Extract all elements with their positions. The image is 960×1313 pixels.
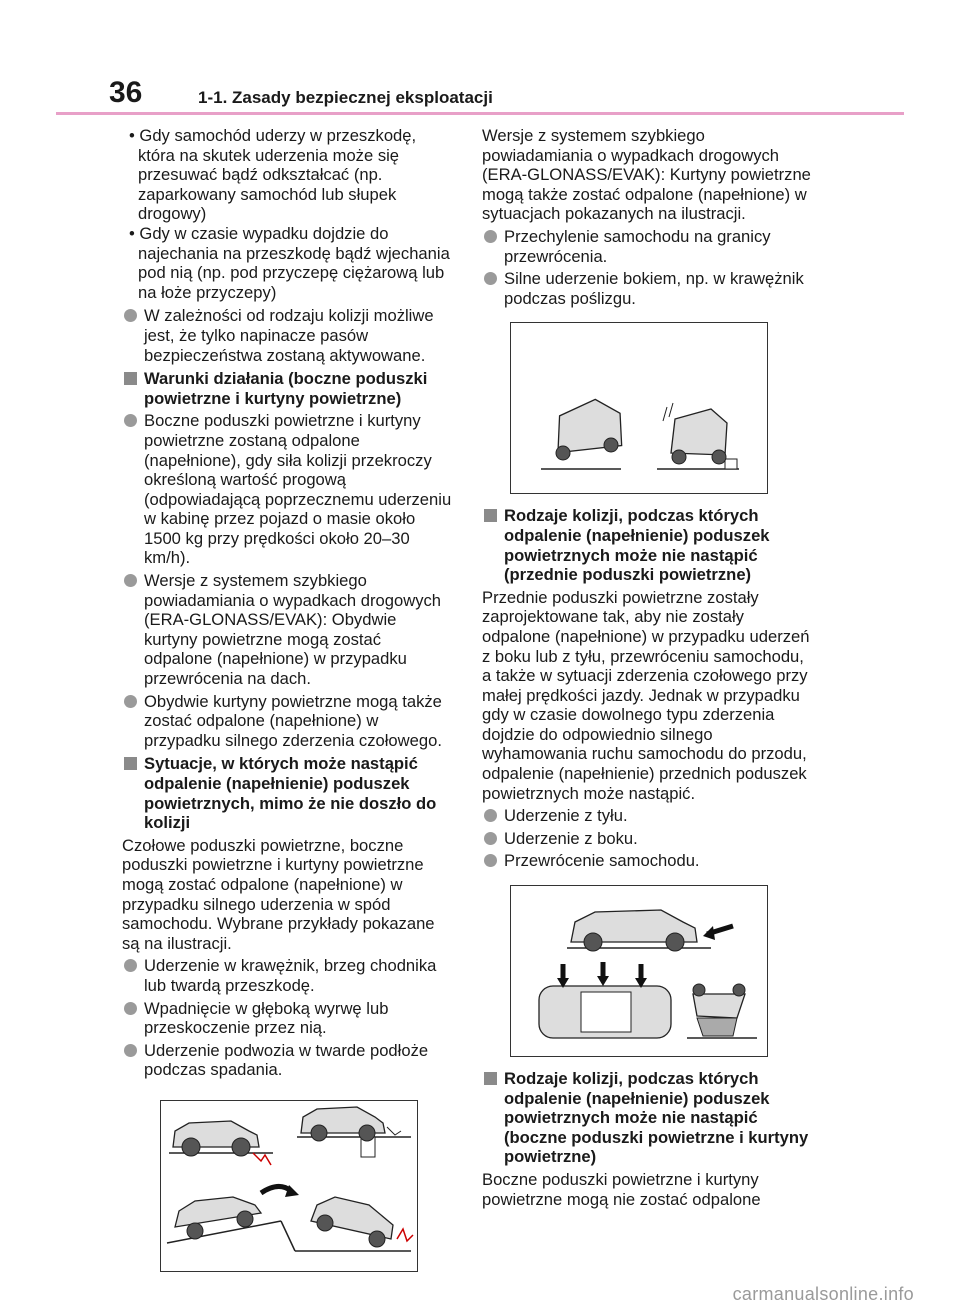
paragraph-situations: Czołowe poduszki powietrzne, boczne poduszki powietrzne i kurtyny powietrzne mogą zostać odpalone (napełnione) w przypadku silnego uderzenia w spód samochodu. Wybrane przykłady pokazane są na ilustracji. xyxy=(122,835,435,953)
bullet-dot-icon xyxy=(484,230,497,243)
bullet-dot-icon xyxy=(484,809,497,822)
bullet-dot-icon xyxy=(124,1044,137,1057)
list-item: Przewrócenie samochodu. xyxy=(482,851,812,871)
car-ramp-icon xyxy=(167,1185,413,1251)
paragraph-front: Przednie poduszki powietrzne zostały zaprojektowane tak, aby nie zostały odpalone (napełnione) w przypadku uderzeń z boku lub z tyłu, przewróceniu samochodu, a także w sytuacji zderzenia czołowego przy małej prędkości jazdy. Jednak w przypadku gdy w czasie dowolnego typu zderzenia dojdzie do odpowiednio silnego wyhamowania ruchu samochodu do przodu, odpalenie (napełnienie) przednich poduszek powietrznych może nastąpić. xyxy=(482,587,810,803)
header-rule xyxy=(56,112,904,115)
list-item-pretensioners: W zależności od rodzaju kolizji możliwe jest, że tylko napinacze pasów bezpieczeństwa zostaną aktywowane. xyxy=(122,306,452,365)
sub-bullet-1: • Gdy samochód uderzy w przeszkodę, która na skutek uderzenia może się przesuwać bądź odkształcać (np. zaparkowany samochód lub słupek drogowy) xyxy=(129,126,417,224)
heading-conditions: Warunki działania (boczne poduszki powietrzne i kurtyny powietrzne) xyxy=(122,369,452,408)
bullet-dot-icon xyxy=(124,695,137,708)
illustration-rear-side-rollover xyxy=(510,885,768,1057)
illustration-undercarriage-impacts xyxy=(160,1100,418,1272)
car-rear-impact-icon xyxy=(571,910,733,951)
square-bullet-icon xyxy=(484,509,497,522)
section-title: 1-1. Zasady bezpiecznej eksploatacji xyxy=(198,88,493,107)
bullet-dot-icon xyxy=(124,574,137,587)
list-item: Uderzenie z boku. xyxy=(482,829,812,849)
car-impact-illustration xyxy=(161,1101,417,1271)
heading-front-airbags: Rodzaje kolizji, podczas których odpalenie (napełnienie) poduszek powietrznych może nie nastąpić (przednie poduszki powietrzne) xyxy=(482,506,812,584)
square-bullet-icon xyxy=(124,757,137,770)
bullet-dot-icon xyxy=(124,309,137,322)
list-item: Boczne poduszki powietrzne i kurtyny powietrzne zostaną odpalone (napełnione), gdy siła kolizji przekroczy określoną wartość progową (odpowiadającą poprzecznemu uderzeniu w kabinę przez pojazd o masie około 1500 kg przy prędkości około 20–30 km/h). xyxy=(122,411,452,568)
bullet-dot-icon xyxy=(124,1002,137,1015)
heading-side-airbags: Rodzaje kolizji, podczas których odpalenie (napełnienie) poduszek powietrznych może nie nastąpić (boczne poduszki powietrzne i kurtyny powietrzne) xyxy=(482,1069,812,1167)
list-item: Wersje z systemem szybkiego powiadamiania o wypadkach drogowych (ERA-GLONASS/EVAK): Obydwie kurtyny powietrzne mogą zostać odpalone (napełnione) w przypadku przewrócenia na dach. xyxy=(122,571,452,689)
page-header xyxy=(0,0,960,118)
paragraph-side: Boczne poduszki powietrzne i kurtyny powietrzne mogą nie zostać odpalone xyxy=(482,1170,761,1209)
list-item: Uderzenie podwozia w twarde podłoże podczas spadania. xyxy=(122,1041,452,1080)
car-side-skid-icon xyxy=(663,403,727,464)
square-bullet-icon xyxy=(484,1072,497,1085)
list-item: Uderzenie z tyłu. xyxy=(482,806,812,826)
car-rollover-icon xyxy=(693,984,745,1036)
bullet-dot-icon xyxy=(484,272,497,285)
car-collision-types-illustration xyxy=(511,886,767,1056)
heading-situations: Sytuacje, w których może nastąpić odpalenie (napełnienie) poduszek powietrznych, mimo że nie doszło do kolizji xyxy=(122,754,452,832)
bullet-dot-icon xyxy=(124,414,137,427)
watermark: carmanualsonline.info xyxy=(732,1284,914,1304)
square-bullet-icon xyxy=(124,372,137,385)
paragraph-era: Wersje z systemem szybkiego powiadamiania o wypadkach drogowych (ERA-GLONASS/EVAK): Kurtyny powietrzne mogą także zostać odpalone (napełnione) w sytuacjach pokazanych na ilustracji. xyxy=(482,126,811,224)
car-side-impact-icon xyxy=(539,962,671,1038)
car-tilt-illustration xyxy=(511,323,767,493)
sub-bullet-2: • Gdy w czasie wypadku dojdzie do najechania na przeszkodę bądź wjechania pod nią (np. pod przyczepę ciężarową lub na łoże przyczepy) xyxy=(129,223,450,302)
car-curb-icon xyxy=(173,1121,271,1165)
page-number: 36 xyxy=(109,76,143,109)
illustration-tilt-side-impact xyxy=(510,322,768,494)
car-hole-icon xyxy=(301,1107,401,1141)
list-item: Obydwie kurtyny powietrzne mogą także zostać odpalone (napełnione) w przypadku silnego zderzenia czołowego. xyxy=(122,692,452,751)
bullet-dot-icon xyxy=(124,959,137,972)
list-item: Wpadnięcie w głęboką wyrwę lub przeskoczenie przez nią. xyxy=(122,999,452,1038)
bullet-dot-icon xyxy=(484,854,497,867)
car-tilting-icon xyxy=(550,396,626,460)
right-column xyxy=(482,126,812,1212)
bullet-dot-icon xyxy=(484,832,497,845)
list-item: Przechylenie samochodu na granicy przewrócenia. xyxy=(482,227,812,266)
list-item: Silne uderzenie bokiem, np. w krawężnik podczas poślizgu. xyxy=(482,269,812,308)
list-item: Uderzenie w krawężnik, brzeg chodnika lub twardą przeszkodę. xyxy=(122,956,452,995)
left-column xyxy=(122,126,452,1272)
